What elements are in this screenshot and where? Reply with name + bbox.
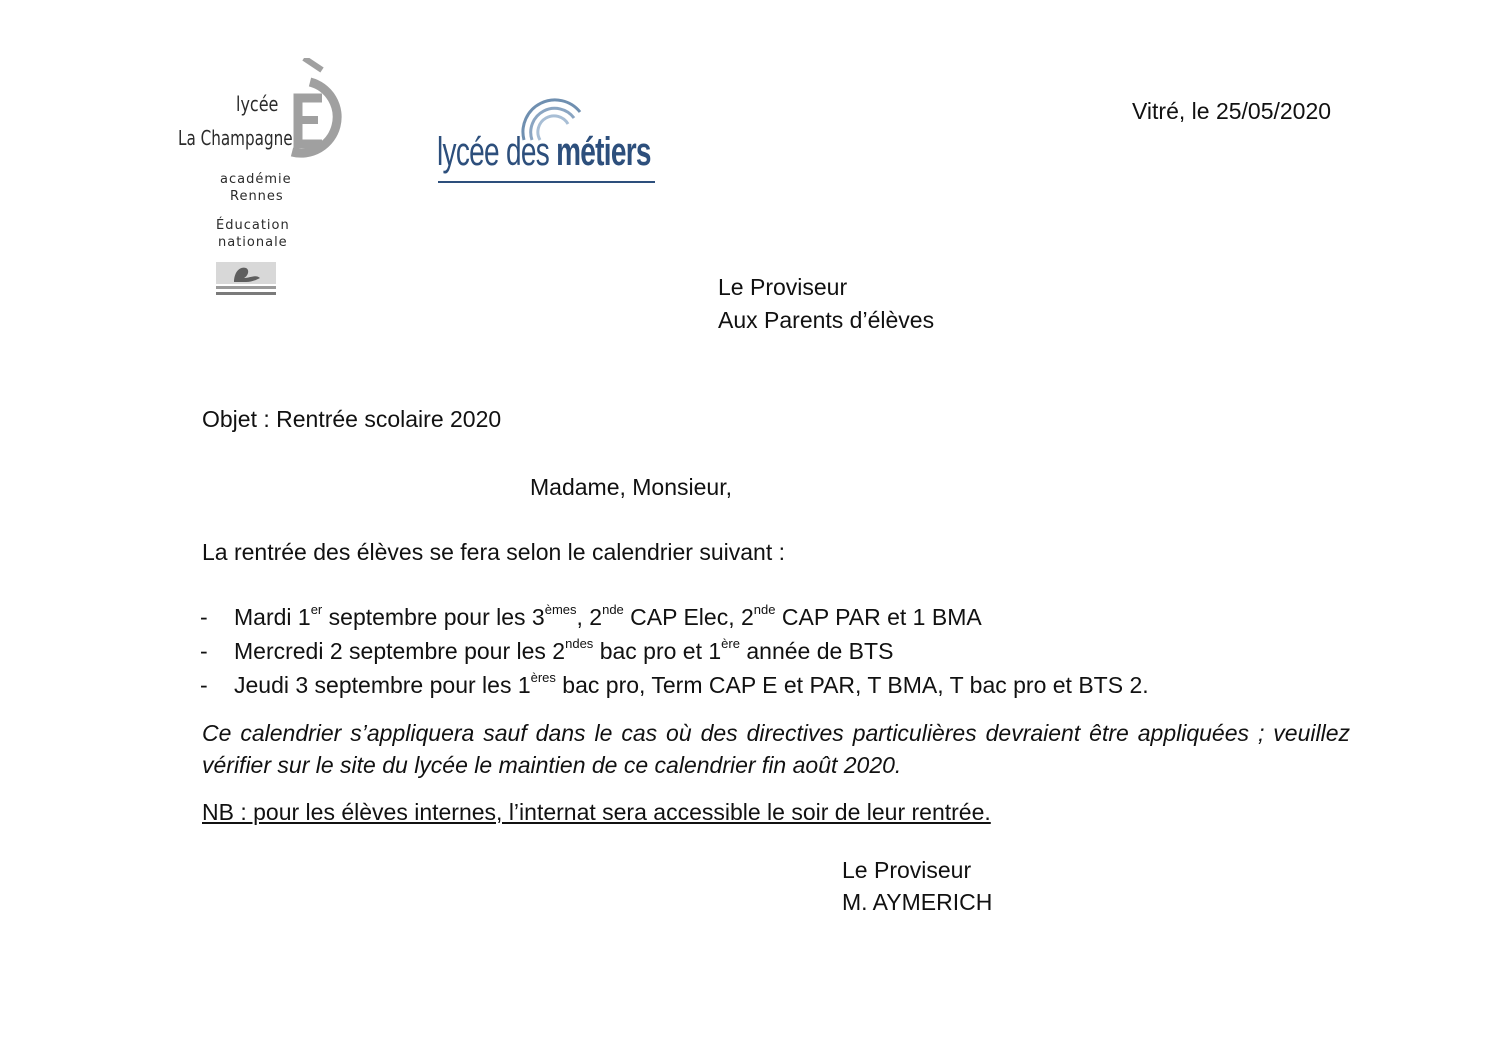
metiers-wordmark-part2: métiers [556,130,651,174]
subject-line: Objet : Rentrée scolaire 2020 [202,406,502,432]
list-item: - Mardi 1er septembre pour les 3èmes, 2nde CAP Elec, 2nde CAP PAR et 1 BMA [200,602,982,630]
signature-name: M. AYMERICH [842,889,993,915]
logo-line-la-champagne: La Champagne [178,126,293,150]
sender-title: Le Proviseur [718,274,848,300]
list-item: - Mercredi 2 septembre pour les $2^{ndes}$ bac pro et 1ère année de BTS [200,636,894,664]
list-item: - Jeudi 3 septembre pour les 1ères bac pro, Term CAP E et PAR, T BMA, T bac pro et BTS 2. [200,670,1149,698]
recipient-line: Aux Parents d’élèves [718,307,935,333]
list-dash: - [200,604,208,630]
logo-line-rennes: Rennes [230,189,284,204]
place-date: Vitré, le 25/05/2020 [1132,98,1332,124]
metiers-wordmark [437,130,651,175]
marianne-e-icon [270,58,350,175]
metiers-underline [438,181,655,183]
list-dash: - [200,672,208,698]
republique-francaise-emblem-icon [216,262,276,303]
logo-line-academie: académie [220,172,292,187]
list-dash: - [200,638,208,664]
intro-paragraph: La rentrée des élèves se fera selon le calendrier suivant : [202,539,785,565]
logo-line-lycee: lycée [236,92,279,116]
salutation: Madame, Monsieur, [530,474,732,500]
metiers-wordmark-part1: lycée des [437,130,557,174]
boarding-note: NB : pour les élèves internes, l’internat sera accessible le soir de leur rentrée. [202,799,991,825]
logo-line-education: Éducation [216,218,290,233]
signature-title: Le Proviseur [842,857,972,883]
logo-line-nationale: nationale [218,235,288,250]
notice-paragraph: Ce calendrier s’appliquera sauf dans le cas où des directives particulières devraient être appliquées ; veuillez vérifier sur le site du lycée le maintien de ce calendrier fin août 2020. [202,720,1350,778]
